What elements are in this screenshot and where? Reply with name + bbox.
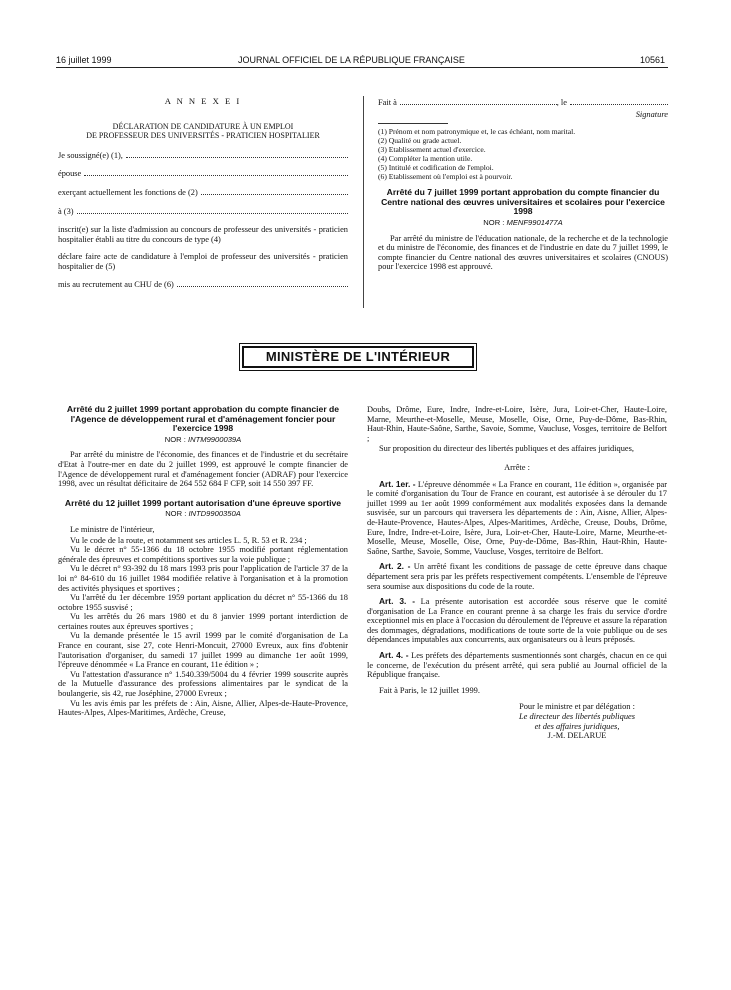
fait-a-paris: Fait à Paris, le 12 juillet 1999. — [379, 685, 480, 695]
arrete-adraf-title: Arrêté du 2 juillet 1999 portant approbation du compte financier de l'Agence de développement rural et d'aménagement foncier pour l'exercice 1998 — [66, 404, 340, 434]
left-column — [58, 405, 348, 718]
footnote: (3) Etablissement actuel d'exercice. — [378, 145, 486, 155]
form-line-soussigne: Je soussigné(e) (1), — [58, 151, 348, 161]
arrete-course-title: Arrêté du 12 juillet 1999 portant autorisation d'une épreuve sportive — [64, 497, 342, 508]
arrete-cnous-nor: NOR : MENF9901477A — [483, 217, 563, 227]
form-end-section — [378, 98, 668, 272]
annex-heading-1: DÉCLARATION DE CANDIDATURE À UN EMPLOI — [112, 121, 294, 131]
footnotes — [378, 127, 668, 181]
annex-heading-2: DE PROFESSEUR DES UNIVERSITÉS - PRATICIEN HOSPITALIER — [86, 131, 320, 141]
arrete-course-intro: Le ministre de l'intérieur, — [70, 524, 155, 534]
footnote: (6) Etablissement où l'emploi est à pourvoir. — [378, 172, 513, 182]
footnote: (5) Intitulé et codification de l'emploi. — [378, 163, 494, 173]
arrete-course-nor: NOR : INTD9900350A — [165, 509, 241, 519]
form-para-inscrit: inscrit(e) sur la liste d'admission au concours de professeur des universités - praticien hospitalier établi au titre du concours de type (4) — [58, 225, 348, 244]
visa-item: Vu l'arrêté du 1er décembre 1959 portant application du décret n° 55-1366 du 18 octobre 1955 susvisé ; — [58, 593, 348, 612]
column-divider — [363, 96, 364, 308]
right-column — [367, 405, 667, 741]
form-para-declare: déclare faire acte de candidature à l'emploi de professeur des universités - praticien hospitalier de (5) — [58, 252, 348, 271]
visa-item: Vu le décret n° 55-1366 du 18 octobre 1955 modifié portant réglementation générale des épreuves et compétitions sportives sur la voie publique ; — [58, 545, 348, 564]
signature-line: Le directeur des libertés publiques — [519, 712, 635, 722]
visa-item: Vu les arrêtés du 26 mars 1980 et du 8 janvier 1999 portant interdiction de certaines routes aux épreuves sportives ; — [58, 612, 348, 631]
visa-item: Vu l'attestation d'assurance n° 1.540.339/5004 du 4 février 1999 souscrite auprès de la Mutuelle d'assurance des professions alimentaires par le syndicat de la boulangerie, sis 42, rue Joséphine, 27000 Evreux ; — [58, 669, 348, 699]
arrete-adraf-body: Par arrêté du ministre de l'économie, des finances et de l'industrie et du secrétaire d'Etat à l'outre-mer en date du 2 juillet 1999, est approuvé le compte financier de l'Agence de développement rural et d'aménagement foncier (ADRAF) pour l'exercice 1998, avec un résultat déficitaire de 264 552 684 F CFP, soit 14 550 397 FF. — [58, 450, 348, 489]
ministry-banner: MINISTÈRE DE L'INTÉRIEUR — [242, 346, 474, 368]
fait-line: Fait à , le — [378, 98, 668, 108]
article-4: Art. 4. - Les préfets des départements susmentionnés sont chargés, chacun en ce qui le concerne, de l'exécution du présent arrêté, qui sera publié au Journal officiel de la République française. — [367, 650, 667, 680]
visa-item: Vu la demande présentée le 15 avril 1999 par le comité d'organisation de La France en courant, sise 27, cote Henri-Moncuit, 27000 Evreux, aux fins d'obtenir l'autorisation d'organiser, du samedi 17 juillet 1999 au dimanche 1er août 1999, l'épreuve dénommée « La France en courant, 11e édition » ; — [58, 631, 348, 670]
article-1: Art. 1er. - L'épreuve dénommée « La France en courant, 11e édition », organisée par le comité d'organisation du Tour de France en courant, est autorisée à se dérouler du 17 juillet 1999 au 1er août 1999 conformément aux modalités exposées dans la demande susvisée, sur un parcours qui traversera les départements de : Ain, Aisne, Allier, Alpes-de-Haute-Provence, Hautes-Alpes, Alpes-Maritimes, Ardèche, Creuse, Doubs, Drôme, Eure, Indre, Indre-et-Loire, Isère, Jura, Loir-et-Cher, Haute-Loire, Marne, Meurthe-et-Moselle, Meuse, Moselle, Oise, Orne, Puy-de-Dôme, Bas-Rhin, Haut-Rhin, Haute-Saône, Sarthe, Savoie, Somme, Vaucluse, Vosges, territoire de Belfort. — [367, 478, 668, 556]
footnote: (2) Qualité ou grade actuel. — [378, 136, 462, 146]
annex-section — [58, 97, 348, 298]
footnote: (1) Prénom et nom patronymique et, le cas échéant, nom marital. — [378, 127, 576, 137]
form-line-epouse: épouse — [58, 169, 348, 179]
form-line-fonctions: exerçant actuellement les fonctions de (2) — [58, 188, 348, 198]
annex-title: A N N E X E I — [164, 96, 242, 106]
header-rule — [56, 67, 668, 68]
arrete-adraf-nor: NOR : INTM9900039A — [164, 434, 242, 444]
arrete-label: Arrête : — [504, 462, 530, 472]
journal-title: JOURNAL OFFICIEL DE LA RÉPUBLIQUE FRANÇAISE — [238, 55, 465, 65]
arrete-cnous-body: Par arrêté du ministre de l'éducation nationale, de la recherche et de la technologie et du ministre de l'économie, des finances et de l'industrie en date du 7 juillet 1999, le compte financier du Centre national des œuvres universitaires et scolaires (CNOUS) pour l'exercice 1998 est approuvé. — [378, 233, 668, 272]
visa-item: Vu les avis émis par les préfets de : Ain, Aisne, Allier, Alpes-de-Haute-Provence, Hautes-Alpes, Alpes-Maritimes, Ardèche, Creuse, — [58, 698, 348, 718]
page-number: 10561 — [640, 55, 666, 65]
footnote: (4) Compléter la mention utile. — [378, 154, 473, 164]
footnote-rule — [378, 123, 448, 124]
article-3: Art. 3. - La présente autorisation est accordée sous réserve que le comité d'organisation de La France en courant prenne à sa charge les frais du service d'ordre exceptionnel mis en place à l'occasion du déroulement de l'épreuve et assure la réparation des dommages, dégradations, modifications de toute sorte de la voie publique ou de ses dépendances imputables aux concurrents, aux organisateurs ou à leurs préposés. — [367, 596, 667, 645]
signature-name: J.-M. DELARUE — [547, 731, 607, 741]
signature-label: Signature — [635, 109, 668, 119]
proposal: Sur proposition du directeur des libertés publiques et des affaires juridiques, — [379, 444, 634, 454]
issue-date: 16 juillet 1999 — [56, 55, 112, 65]
signature-line: Pour le ministre et par délégation : — [519, 702, 635, 712]
signature-block — [367, 702, 667, 740]
form-line-lieu: à (3) — [58, 207, 348, 217]
signature-line: et des affaires juridiques, — [534, 721, 620, 731]
visa-item: Vu le décret n° 93-392 du 18 mars 1993 pris pour l'application de l'article 37 de la loi n° 84-610 du 16 juillet 1984 modifiée relative à l'organisation et à la promotion des activités physiques et sportives ; — [58, 564, 348, 593]
form-line-chu: mis au recrutement au CHU de (6) — [58, 280, 348, 290]
visa-item: Vu le code de la route, et notamment ses articles L. 5, R. 53 et R. 234 ; — [70, 535, 307, 545]
arrete-cnous-title: Arrêté du 7 juillet 1999 portant approbation du compte financier du Centre national des œuvres universitaires et scolaires pour l'exercice 1998 — [381, 187, 665, 217]
visa-continued: Doubs, Drôme, Eure, Indre, Indre-et-Loire, Isère, Jura, Loir-et-Cher, Haute-Loire, Marne, Meurthe-et-Moselle, Meuse, Moselle, Oise, Orne, Puy-de-Dôme, Bas-Rhin, Haut-Rhin, Haute-Saône, Sarthe, Savoie, Somme, Vaucluse, Vosges, territoire de Belfort ; — [367, 405, 667, 443]
article-2: Art. 2. - Un arrêté fixant les conditions de passage de cette épreuve dans chaque département sera pris par les préfets respectivement compétents. L'ensemble de l'épreuve sera soumise aux dispositions du code de la route. — [367, 561, 667, 591]
